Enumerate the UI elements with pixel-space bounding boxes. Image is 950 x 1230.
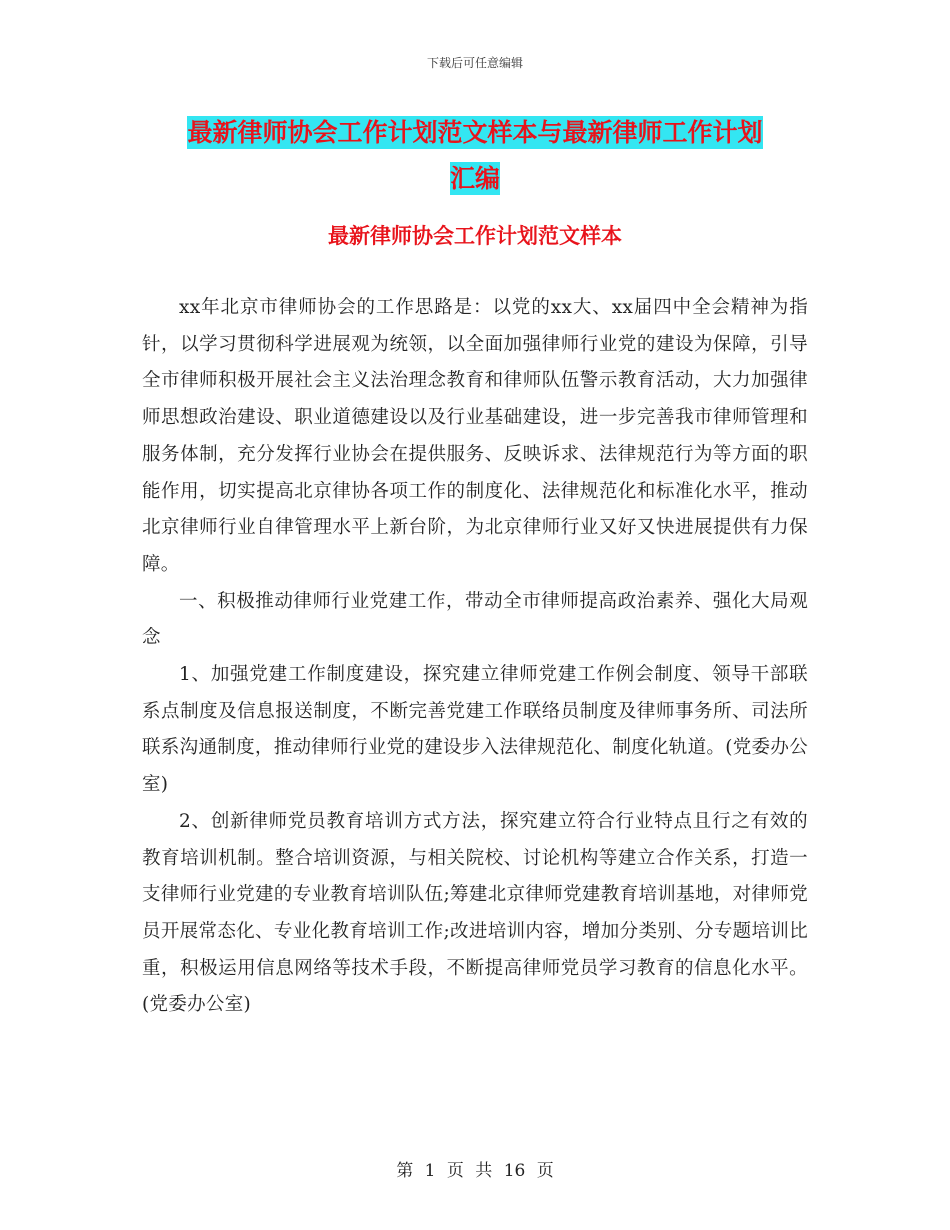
document-title-line2: 汇编 (449, 164, 500, 193)
page-footer-page-number: 第 1 页 共 16 页 (396, 1161, 554, 1181)
document-body (142, 290, 808, 1024)
paragraph-item-2: 2、创新律师党员教育培训方式方法，探究建立符合行业特点且行之有效的教育培训机制。整合培训资源，与相关院校、讨论机构等建立合作关系，打造一支律师行业党建的专业教育培训队伍;筹建北京律师党建教育培训基地，对律师党员开展常态化、专业化教育培训工作;改进培训内容，增加分类别、分专题培训比重，积极运用信息网络等技术手段，不断提高律师党员学习教育的信息化水平。(党委办公室) (142, 810, 808, 1016)
document-title (140, 110, 810, 202)
paragraph-item-1: 1、加强党建工作制度建设，探究建立律师党建工作例会制度、领导干部联系点制度及信息报送制度，不断完善党建工作联络员制度及律师事务所、司法所联系沟通制度，推动律师行业党的建设步入法律规范化、制度化轨道。(党委办公室) (142, 664, 808, 796)
paragraph-section-1-heading: 一、积极推动律师行业党建工作，带动全市律师提高政治素养、强化大局观念 (142, 590, 808, 649)
paragraph-intro: xx年北京市律师协会的工作思路是：以党的xx大、xx届四中全会精神为指针，以学习贯彻科学进展观为统领，以全面加强律师行业党的建设为保障，引导全市律师积极开展社会主义法治理念教育和律师队伍警示教育活动，大力加强律师思想政治建设、职业道德建设以及行业基础建设，进一步完善我市律师管理和服务体制，充分发挥行业协会在提供服务、反映诉求、法律规范行为等方面的职能作用，切实提高北京律协各项工作的制度化、法律规范化和标准化水平，推动北京律师行业自律管理水平上新台阶，为北京律师行业又好又快进展提供有力保障。 (142, 297, 808, 575)
document-title-line1: 最新律师协会工作计划范文样本与最新律师工作计划 (187, 118, 763, 147)
page-header-note: 下载后可任意编辑 (426, 56, 523, 70)
section-title: 最新律师协会工作计划范文样本 (328, 224, 622, 248)
